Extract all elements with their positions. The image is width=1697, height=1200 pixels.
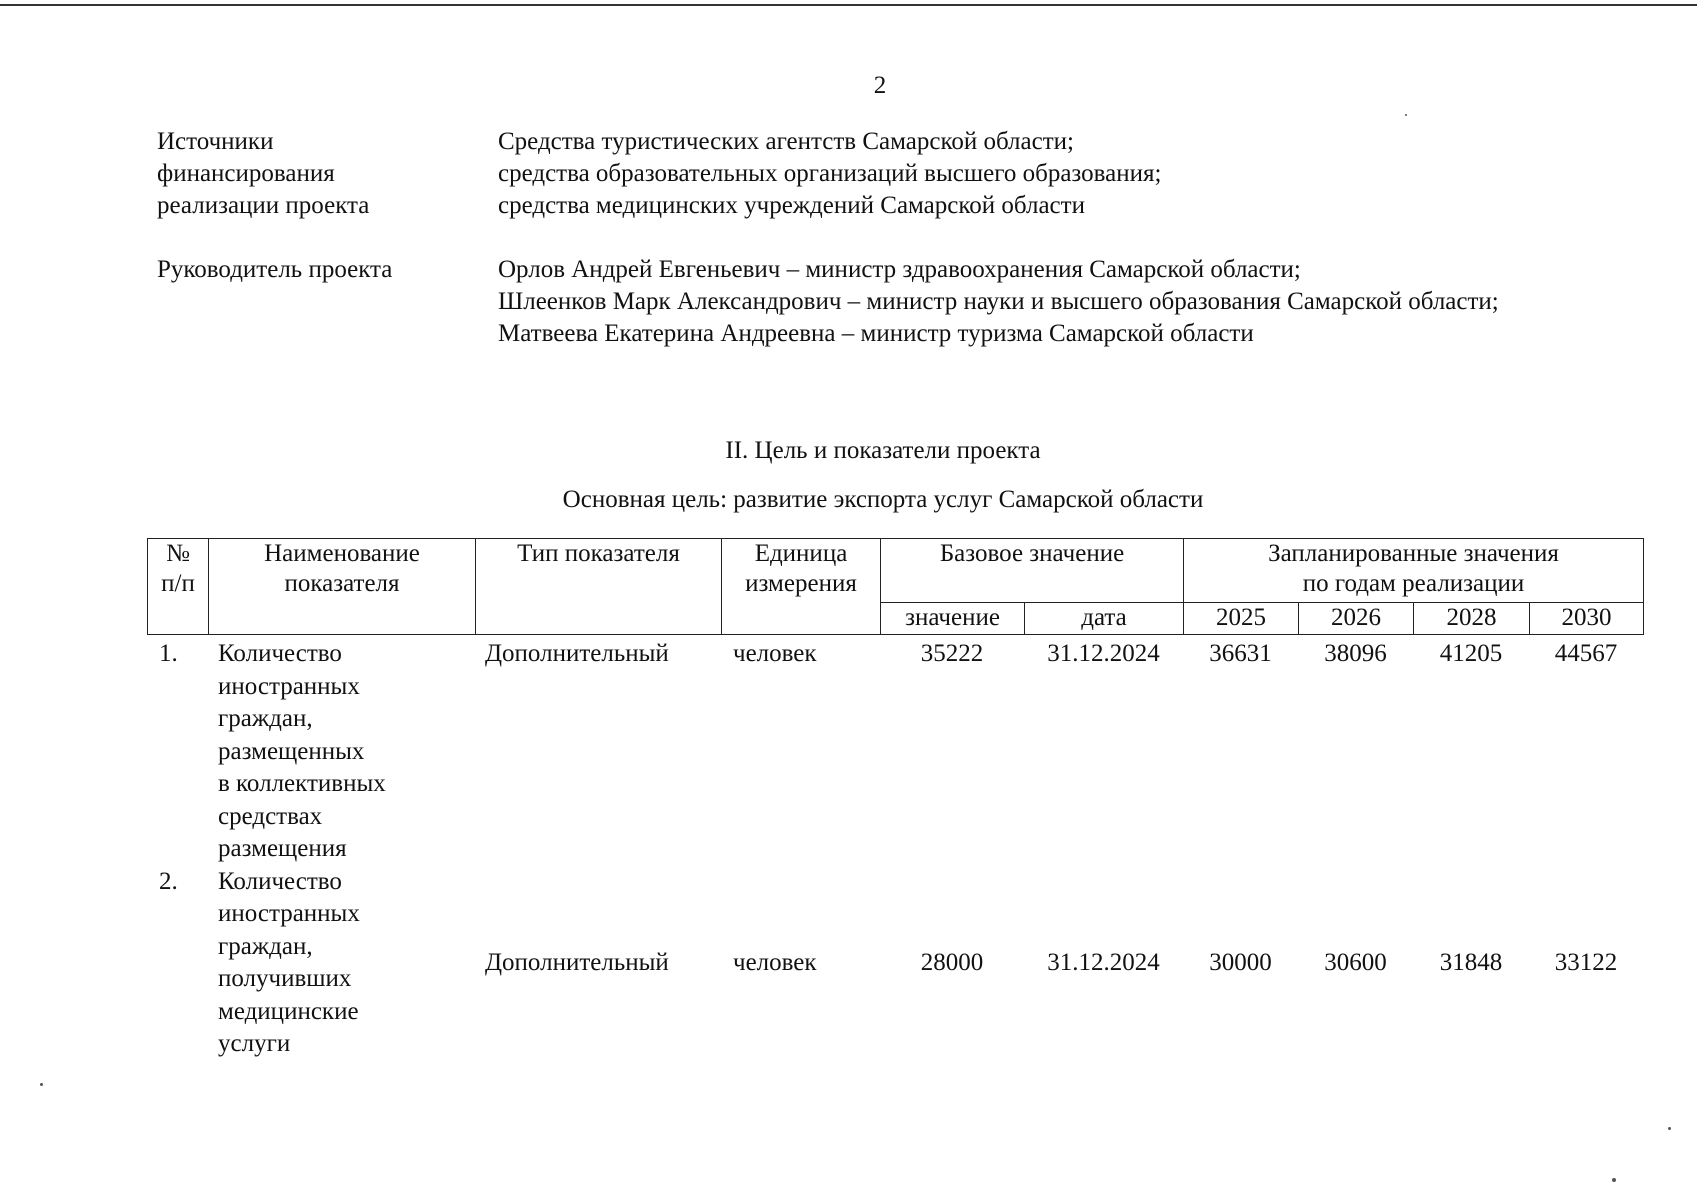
row-base-value: 28000 [920,948,984,976]
row-name [208,866,475,1061]
header-name-line: показателя [284,570,400,597]
financing-value [498,126,1586,222]
row-name-line: Количество [218,867,342,895]
financing-source: средства медицинских учреждений Самарской области [498,192,1085,219]
header-name [209,539,476,635]
row-year-value: 30000 [1209,948,1272,976]
header-planned [1184,539,1644,603]
row-name-line: граждан, [218,932,313,960]
header-type: Тип показателя [476,539,722,635]
header-unit-line: Единица [754,540,848,567]
header-planned-line: по годам реализации [1302,570,1525,597]
row-num: 2. [159,867,178,895]
header-num [148,539,209,635]
financing-label-line: финансирования [157,160,335,187]
row-name-line: медицинские [218,997,359,1025]
row-base-date: 31.12.2024 [1047,948,1160,976]
row-name-line: Количество [218,640,342,667]
header-year: 2026 [1299,603,1414,635]
row-unit: человек [733,640,817,667]
header-base-value: значение [881,603,1025,635]
row-base-value: 35222 [920,640,984,667]
row-year-value: 41205 [1439,640,1503,667]
project-head-label: Руководитель проекта [157,256,393,283]
row-name-line: граждан, [218,705,313,732]
row-name-line: в коллективных [218,770,386,797]
project-head-person: Шлеенков Марк Александрович – министр науки и высшего образования Самарской области; [498,288,1499,315]
header-unit-line: измерения [745,570,857,597]
row-year-value: 36631 [1209,640,1272,667]
row-year-value: 30600 [1324,948,1387,976]
header-year: 2030 [1530,603,1644,635]
row-name-line: размещения [218,835,347,862]
section-title: II. Цель и показатели проекта [725,437,1041,464]
row-year-value: 38096 [1324,640,1387,667]
row-year-value: 44567 [1554,640,1618,667]
header-year: 2028 [1414,603,1530,635]
header-unit [722,539,881,635]
row-year-value: 31848 [1439,948,1503,976]
row-name-line: размещенных [218,737,365,765]
header-year: 2025 [1184,603,1299,635]
project-head-person: Матвеева Екатерина Андреевна – министр туризма Самарской области [498,320,1254,347]
row-unit: человек [733,948,817,976]
financing-label-line: реализации проекта [157,192,370,219]
top-rule [0,4,1697,6]
goal-text: Основная цель: развитие экспорта услуг Самарской области [562,486,1204,513]
row-base-date: 31.12.2024 [1047,640,1160,667]
header-base: Базовое значение [881,539,1184,603]
row-type: Дополнительный [485,640,669,667]
scan-speck [40,1083,43,1086]
scan-speck [1668,1127,1671,1130]
header-base-date: дата [1025,603,1184,635]
row-name-line: иностранных [218,900,360,927]
header-planned-line: Запланированные значения [1268,540,1559,567]
scan-speck [1612,1178,1616,1182]
row-name-line: услуги [218,1030,291,1057]
page-number: 2 [873,72,887,99]
indicators-table-body [147,638,1643,1061]
table-row [147,638,1643,866]
header-num-line: № [166,540,190,567]
financing-source: средства образовательных организаций высшего образования; [498,160,1162,187]
row-name-line: средствах [218,802,323,830]
header-num-line: п/п [161,570,195,597]
row-year-value: 33122 [1554,948,1618,976]
financing-source: Средства туристических агентств Самарской области; [498,128,1074,155]
row-name [208,638,475,866]
financing-label [157,126,457,222]
scan-speck [1405,114,1407,116]
row-type: Дополнительный [485,948,669,976]
table-row [147,866,1643,1061]
project-head-person: Орлов Андрей Евгеньевич – министр здравоохранения Самарской области; [498,256,1301,283]
row-num: 1. [159,640,178,667]
row-name-line: иностранных [218,672,360,700]
financing-label-line: Источники [157,128,274,155]
project-head-value [498,254,1586,350]
indicators-table-header [147,538,1644,635]
header-name-line: Наименование [264,540,420,567]
row-name-line: получивших [218,965,352,992]
